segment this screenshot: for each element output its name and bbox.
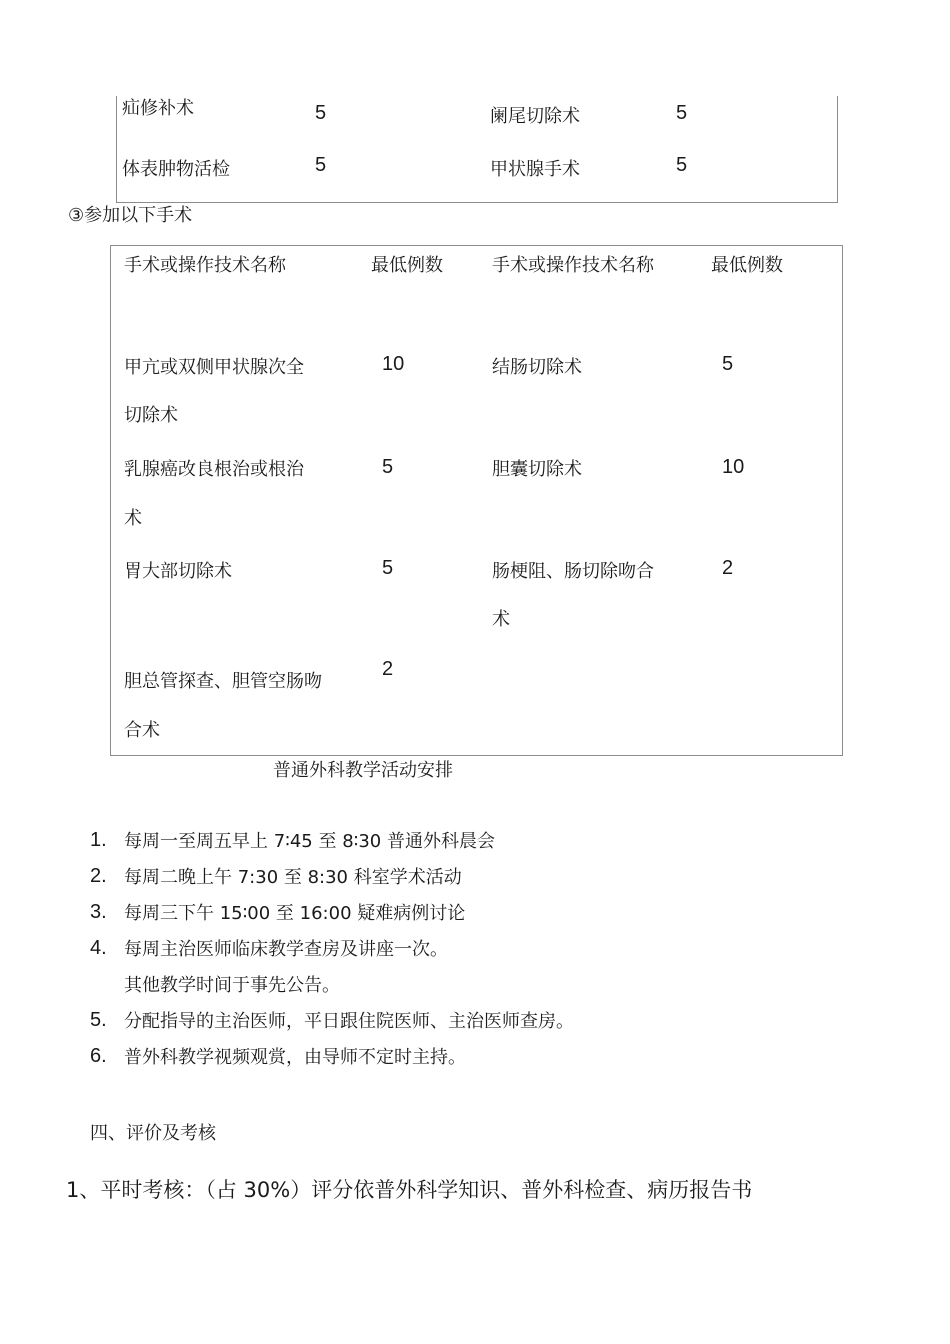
- list-item: [90, 934, 448, 962]
- top-cell-left-name: 疝修补术: [122, 98, 194, 119]
- top-cell-left-count: 5: [315, 102, 327, 124]
- table-cell: 胃大部切除术: [124, 561, 232, 582]
- list-text: 每周主治医师临床教学查房及讲座一次。: [124, 939, 448, 960]
- table-header: 手术或操作技术名称: [492, 255, 654, 276]
- list-number: 3.: [90, 900, 107, 923]
- top-cell-right-name: 阑尾切除术: [490, 106, 580, 127]
- section-heading: ③参加以下手术: [68, 205, 193, 226]
- table-cell: 胆囊切除术: [492, 459, 582, 480]
- table-cell-count: 10: [722, 456, 745, 478]
- list-item: [90, 862, 462, 890]
- table-cell: 胆总管探查、胆管空肠吻: [124, 671, 322, 692]
- table-cell: 肠梗阻、肠切除吻合: [492, 561, 654, 582]
- list-text: 每周一至周五早上 7∶45 至 8∶30 普通外科晨会: [124, 831, 495, 852]
- table-cell-count: 2: [382, 658, 394, 680]
- top-cell-right-count: 5: [676, 102, 688, 124]
- table-cell: 术: [492, 609, 510, 630]
- table-cell: 切除术: [124, 405, 178, 426]
- list-number: 4.: [90, 936, 107, 959]
- top-cell-right-count: 5: [676, 154, 688, 176]
- top-cell-left-name: 体表肿物活检: [122, 159, 230, 180]
- table-cell-count: 5: [382, 557, 394, 579]
- list-text: 分配指导的主治医师，平日跟住院医师、主治医师查房。: [124, 1011, 574, 1032]
- list-number: 1.: [90, 828, 107, 851]
- table-cell: 术: [124, 508, 142, 529]
- assessment-line: 1、平时考核：（占 30%）评分依普外科学知识、普外科检查、病历报告书: [66, 1178, 753, 1202]
- list-text: 其他教学时间于事先公告。: [124, 975, 340, 996]
- top-procedure-table: [116, 96, 838, 203]
- list-text: 每周三下午 15∶00 至 16:00 疑难病例讨论: [124, 903, 466, 924]
- table-cell-count: 10: [382, 353, 405, 375]
- list-item: [90, 1042, 466, 1070]
- list-text: 普外科教学视频观赏，由导师不定时主持。: [124, 1047, 466, 1068]
- activities-title: 普通外科教学活动安排: [273, 760, 453, 781]
- table-cell: 乳腺癌改良根治或根治: [124, 459, 304, 480]
- top-cell-left-count: 5: [315, 154, 327, 176]
- table-header: 最低例数: [371, 255, 443, 276]
- table-header: 最低例数: [711, 255, 783, 276]
- top-cell-right-name: 甲状腺手术: [490, 159, 580, 180]
- table-cell: 甲亢或双侧甲状腺次全: [124, 357, 304, 378]
- table-cell: 合术: [124, 720, 160, 741]
- table-cell-count: 5: [382, 456, 394, 478]
- table-header: 手术或操作技术名称: [124, 255, 286, 276]
- list-item-continuation: [90, 970, 340, 998]
- table-cell-count: 5: [722, 353, 734, 375]
- list-number: 5.: [90, 1008, 107, 1031]
- table-cell: 结肠切除术: [492, 357, 582, 378]
- list-item: [90, 826, 495, 854]
- list-number: 6.: [90, 1044, 107, 1067]
- list-text: 每周二晚上午 7:30 至 8:30 科室学术活动: [124, 867, 462, 888]
- list-item: [90, 1006, 574, 1034]
- table-cell-count: 2: [722, 557, 734, 579]
- list-item: [90, 898, 465, 926]
- section-heading: 四、评价及考核: [90, 1123, 216, 1144]
- list-number: 2.: [90, 864, 107, 887]
